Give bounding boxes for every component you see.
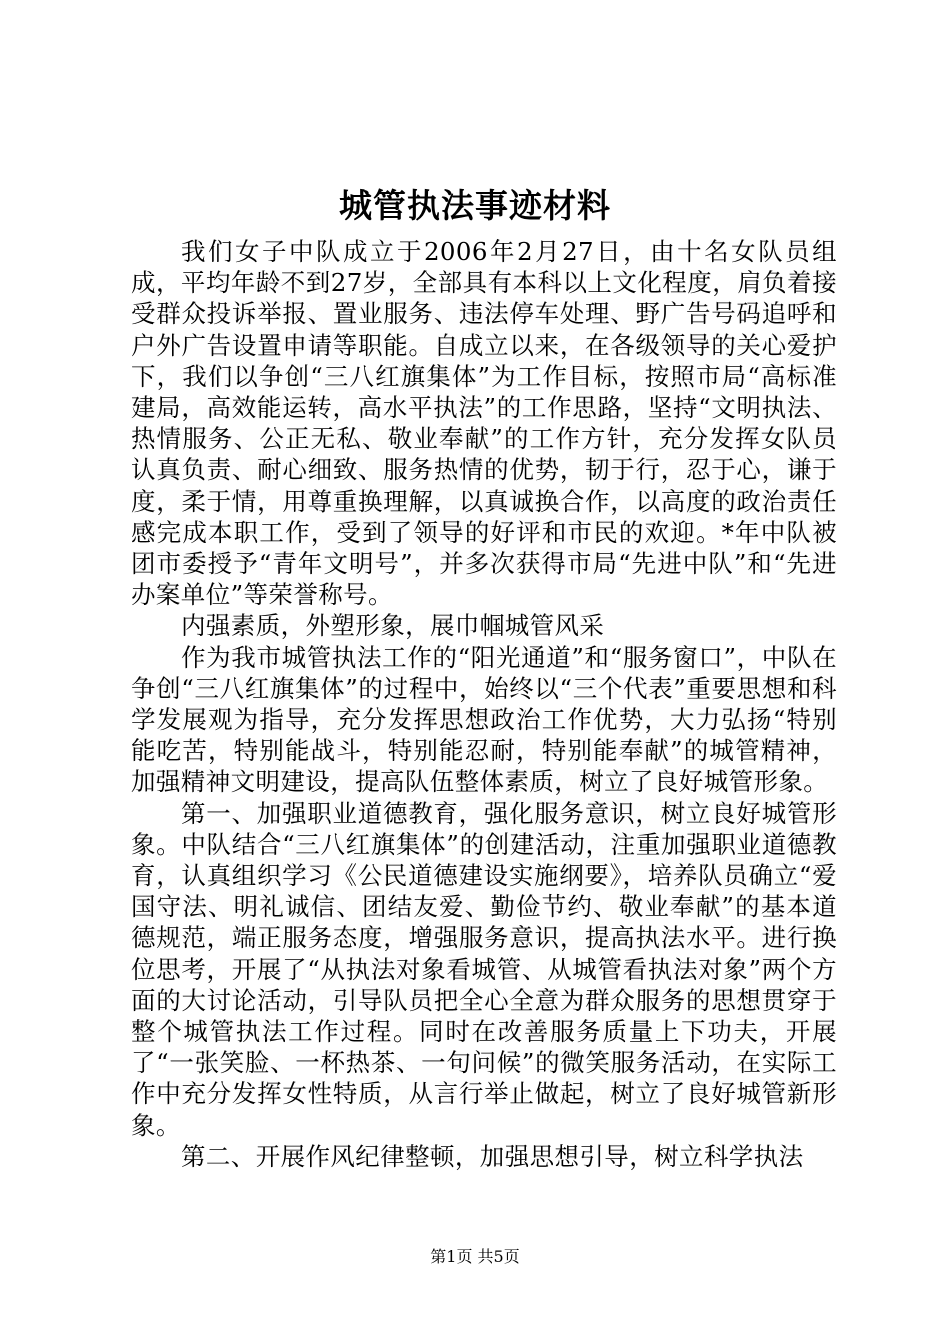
paragraph-intro: 我们女子中队成立于2006年2月27日，由十名女队员组成，平均年龄不到27岁，全部具有本科以上文化程度，肩负着接受群众投诉举报、置业服务、违法停车处理、野广告号码追呼和户外广告设置申请等职能。自成立以来，在各级领导的关心爱护下，我们以争创“三八红旗集体”为工作目标，按照市局“高标准建局，高效能运转，高水平执法”的工作思路，坚持“文明执法、热情服务、公正无私、敬业奉献”的工作方针，充分发挥女队员认真负责、耐心细致、服务热情的优势，韧于行，忍于心，谦于度，柔于情，用尊重换理解，以真诚换合作，以高度的政治责任感完成本职工作，受到了领导的好评和市民的欢迎。*年中队被团市委授予“青年文明号”，并多次获得市局“先进中队”和“先进办案单位”等荣誉称号。 <box>131 237 837 610</box>
document-body <box>131 236 837 1172</box>
paragraph-channel: 作为我市城管执法工作的“阳光通道”和“服务窗口”，中队在争创“三八红旗集体”的过程中，始终以“三个代表”重要思想和科学发展观为指导，充分发挥思想政治工作优势，大力弘扬“特别能吃苦，特别能战斗，特别能忍耐，特别能奉献”的城管精神，加强精神文明建设，提高队伍整体素质，树立了良好城管形象。 <box>131 642 837 797</box>
paragraph-first: 第一、加强职业道德教育，强化服务意识，树立良好城管形象。中队结合“三八红旗集体”的创建活动，注重加强职业道德教育，认真组织学习《公民道德建设实施纲要》，培养队员确立“爱国守法、明礼诚信、团结友爱、勤俭节约、敬业奉献”的基本道德规范，端正服务态度，增强服务意识，提高执法水平。进行换位思考，开展了“从执法对象看城管、从城管看执法对象”两个方面的大讨论活动，引导队员把全心全意为群众服务的思想贯穿于整个城管执法工作过程。同时在改善服务质量上下功夫，开展了“一张笑脸、一杯热茶、一句问候”的微笑服务活动，在实际工作中充分发挥女性特质，从言行举止做起，树立了良好城管新形象。 <box>131 798 837 1140</box>
section-heading: 内强素质，外塑形象，展巾帼城管风采 <box>181 611 605 641</box>
page-number: 第1页 共5页 <box>430 1247 520 1266</box>
document-title: 城管执法事迹材料 <box>339 186 611 225</box>
paragraph-second: 第二、开展作风纪律整顿，加强思想引导，树立科学执法 <box>181 1141 804 1171</box>
